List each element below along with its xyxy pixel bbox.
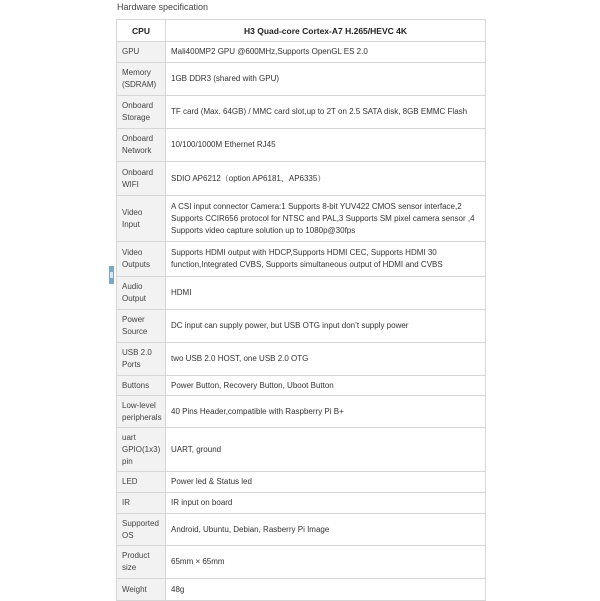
row-value: DC input can supply power, but USB OTG input don’t supply power [166,310,486,343]
row-value: Power led & Status led [166,472,486,493]
side-scroll-marker [109,266,114,284]
row-label: Low-level peripherals [117,396,166,428]
row-value: Supports HDMI output with HDCP,Supports HDMI CEC, Supports HDMI 30 function,Integrated CVBS, Supports simultaneous output of HDMI and CVBS [166,242,486,277]
row-value: IR input on board [166,493,486,514]
row-label: LED [117,472,166,493]
table-row [117,196,486,242]
row-value: SDIO AP6212（option AP6181、AP6335） [166,162,486,196]
row-value: 10/100/1000M Ethernet RJ45 [166,129,486,162]
table-row [117,514,486,546]
table-row [117,396,486,428]
table-row [117,493,486,514]
table-row [117,579,486,601]
row-label: GPU [117,42,166,63]
row-label: Onboard Network [117,129,166,162]
row-label: Onboard WIFI [117,162,166,196]
row-label: Video Input [117,196,166,242]
table-row [117,277,486,310]
table-row [117,63,486,96]
table-row [117,42,486,63]
table-row [117,96,486,129]
table-row [117,162,486,196]
table-header-row [117,20,486,42]
row-label: Memory (SDRAM) [117,63,166,96]
row-label: Power Source [117,310,166,343]
row-label: Buttons [117,376,166,396]
row-label: USB 2.0 Ports [117,343,166,376]
hardware-spec-table [116,19,486,601]
table-row [117,546,486,579]
row-label: IR [117,493,166,514]
table-row [117,428,486,472]
row-label: Audio Output [117,277,166,310]
header-value: H3 Quad-core Cortex-A7 H.265/HEVC 4K [166,20,486,42]
table-row [117,343,486,376]
row-value: A CSI input connector Camera:1 Supports 8-bit YUV422 CMOS sensor interface,2 Supports CCIR656 protocol for NTSC and PAL,3 Supports SM pixel camera sensor ,4 Supports video capture solution up to 1080p@30fps [166,196,486,242]
row-label: Supported OS [117,514,166,546]
header-label: CPU [117,20,166,42]
row-value: TF card (Max. 64GB) / MMC card slot,up to 2T on 2.5 SATA disk, 8GB EMMC Flash [166,96,486,129]
table-row [117,310,486,343]
table-row [117,376,486,396]
table-row [117,472,486,493]
table-row [117,129,486,162]
row-label: Product size [117,546,166,579]
row-label: Onboard Storage [117,96,166,129]
row-value: 40 Pins Header,compatible with Raspberry Pi B+ [166,396,486,428]
row-label: Video Outputs [117,242,166,277]
row-value: Android, Ubuntu, Debian, Rasberry Pi Image [166,514,486,546]
row-value: 65mm × 65mm [166,546,486,579]
row-value: Mali400MP2 GPU @600MHz,Supports OpenGL ES 2.0 [166,42,486,63]
table-row [117,242,486,277]
row-value: 48g [166,579,486,601]
row-label: uart GPIO(1x3) pin [117,428,166,472]
row-value: Power Button, Recovery Button, Uboot Button [166,376,486,396]
row-value: UART, ground [166,428,486,472]
row-label: Weight [117,579,166,601]
row-value: 1GB DDR3 (shared with GPU) [166,63,486,96]
page-heading: Hardware specification [117,2,209,12]
row-value: two USB 2.0 HOST, one USB 2.0 OTG [166,343,486,376]
row-value: HDMI [166,277,486,310]
